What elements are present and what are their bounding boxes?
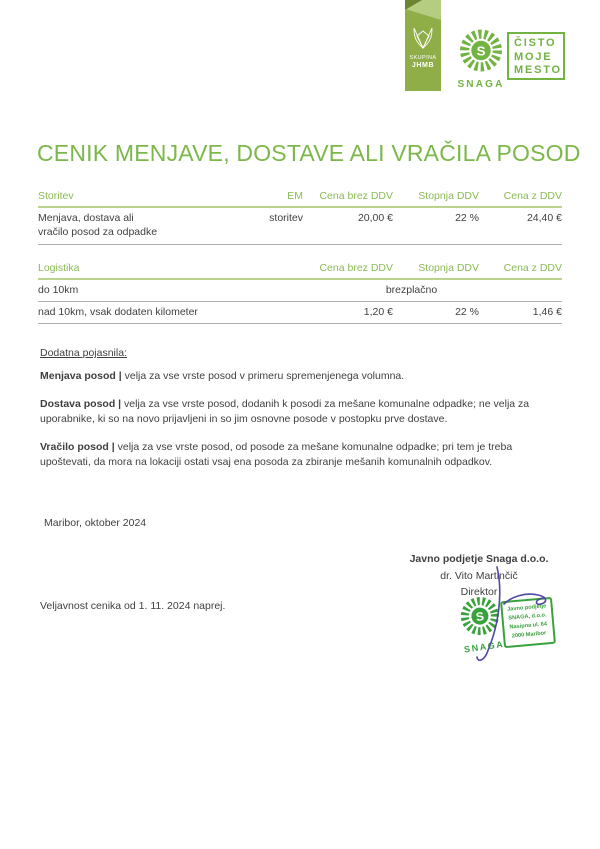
- logistics-price-gross: 1,46 €: [479, 302, 562, 324]
- col-header-logistika: Logistika: [38, 260, 303, 279]
- services-header-row: [38, 188, 562, 207]
- logistics-name: nad 10km, vsak dodaten kilometer: [38, 302, 303, 324]
- badge-line: ČISTO: [514, 37, 557, 49]
- stamp-wordmark: SNAGA: [463, 639, 505, 655]
- logistics-table: [38, 260, 562, 324]
- note-dostava: [40, 397, 554, 426]
- notes-heading: Dodatna pojasnila:: [40, 347, 127, 359]
- note-text: velja za vse vrste posod, dodanih k posodi za mešane komunalne odpadke; ne velja za uporabnike, ki so na novo prijavljeni in so jim osnovne posode v postopku prve dostave.: [40, 398, 530, 425]
- service-em: storitev: [253, 207, 303, 245]
- col-header-cena-brez-ddv: Cena brez DDV: [303, 260, 393, 279]
- service-vat: 22 %: [393, 207, 479, 245]
- snaga-monogram: S: [476, 43, 486, 59]
- signatory-role: Direktor: [460, 586, 498, 598]
- table-row: [38, 207, 562, 245]
- stamp-wreath-icon: [454, 593, 505, 641]
- logistics-header-row: [38, 260, 562, 279]
- signatory-block: [398, 551, 560, 601]
- logistics-free-note: brezplačno: [303, 279, 562, 302]
- table-row: [38, 279, 562, 302]
- logistics-vat: 22 %: [393, 302, 479, 324]
- signatory-company: Javno podjetje Snaga d.o.o.: [409, 553, 549, 565]
- col-header-storitev: Storitev: [38, 188, 253, 207]
- validity-note: Veljavnost cenika od 1. 11. 2024 naprej.: [40, 600, 226, 612]
- stamp-address-box: [500, 597, 556, 648]
- badge-line: MOJE: [514, 50, 553, 63]
- place-date: Maribor, oktober 2024: [44, 517, 147, 529]
- col-header-stopnja-ddv: Stopnja DDV: [393, 188, 479, 207]
- services-table: [38, 188, 562, 245]
- additional-notes-section: [40, 346, 554, 483]
- jhmb-name: JHMB: [411, 62, 435, 69]
- note-vracilo: [40, 440, 554, 469]
- stamp-line: Nasipna ul. 64: [509, 621, 548, 631]
- logistics-name: do 10km: [38, 279, 303, 302]
- note-menjava: [40, 369, 554, 384]
- snaga-wordmark: SNAGA: [457, 79, 505, 90]
- stamp-line: Javno podjetje: [506, 603, 547, 613]
- stamp-line: SNAGA, d.o.o.: [508, 612, 547, 622]
- cisto-moje-mesto-badge: [507, 32, 565, 80]
- note-label: Menjava posod |: [40, 369, 122, 382]
- signatory-name: dr. Vito Martinčič: [440, 569, 518, 582]
- note-label: Dostava posod |: [40, 398, 122, 410]
- note-label: Vračilo posod |: [40, 441, 115, 453]
- stamp-monogram: S: [475, 609, 485, 625]
- stamp-line: 2000 Maribor: [511, 630, 547, 640]
- service-name: Menjava, dostava ali vračilo posod za odpadke: [38, 212, 158, 238]
- col-header-cena-z-ddv: Cena z DDV: [479, 188, 562, 207]
- badge-line: MESTO: [514, 64, 562, 76]
- page-title: CENIK MENJAVE, DOSTAVE ALI VRAČILA POSOD: [37, 140, 581, 166]
- jhmb-banner-logo: [405, 0, 441, 91]
- snaga-wreath-icon: [458, 29, 504, 74]
- service-price-gross: 24,40 €: [479, 207, 562, 245]
- table-row: [38, 302, 562, 324]
- note-text: velja za vse vrste posod, od posode za mešane komunalne odpadke; pri tem je treba upoštevati, da mora na lokaciji ostati vsaj ena posoda za zbiranje mešanih komunalnih odpadkov.: [40, 441, 513, 468]
- snaga-logo: [457, 29, 505, 90]
- service-price-net: 20,00 €: [303, 207, 393, 245]
- jhmb-lynx-icon: [410, 27, 436, 53]
- logistics-price-net: 1,20 €: [303, 302, 393, 324]
- col-header-em: EM: [253, 188, 303, 207]
- note-text: velja za vse vrste posod v primeru spremenjenega volumna.: [121, 369, 405, 382]
- col-header-cena-z-ddv: Cena z DDV: [479, 260, 562, 279]
- banner-pattern: [405, 0, 441, 26]
- col-header-stopnja-ddv: Stopnja DDV: [393, 260, 479, 279]
- col-header-cena-brez-ddv: Cena brez DDV: [303, 188, 393, 207]
- jhmb-group-label: SKUPINA: [409, 55, 437, 61]
